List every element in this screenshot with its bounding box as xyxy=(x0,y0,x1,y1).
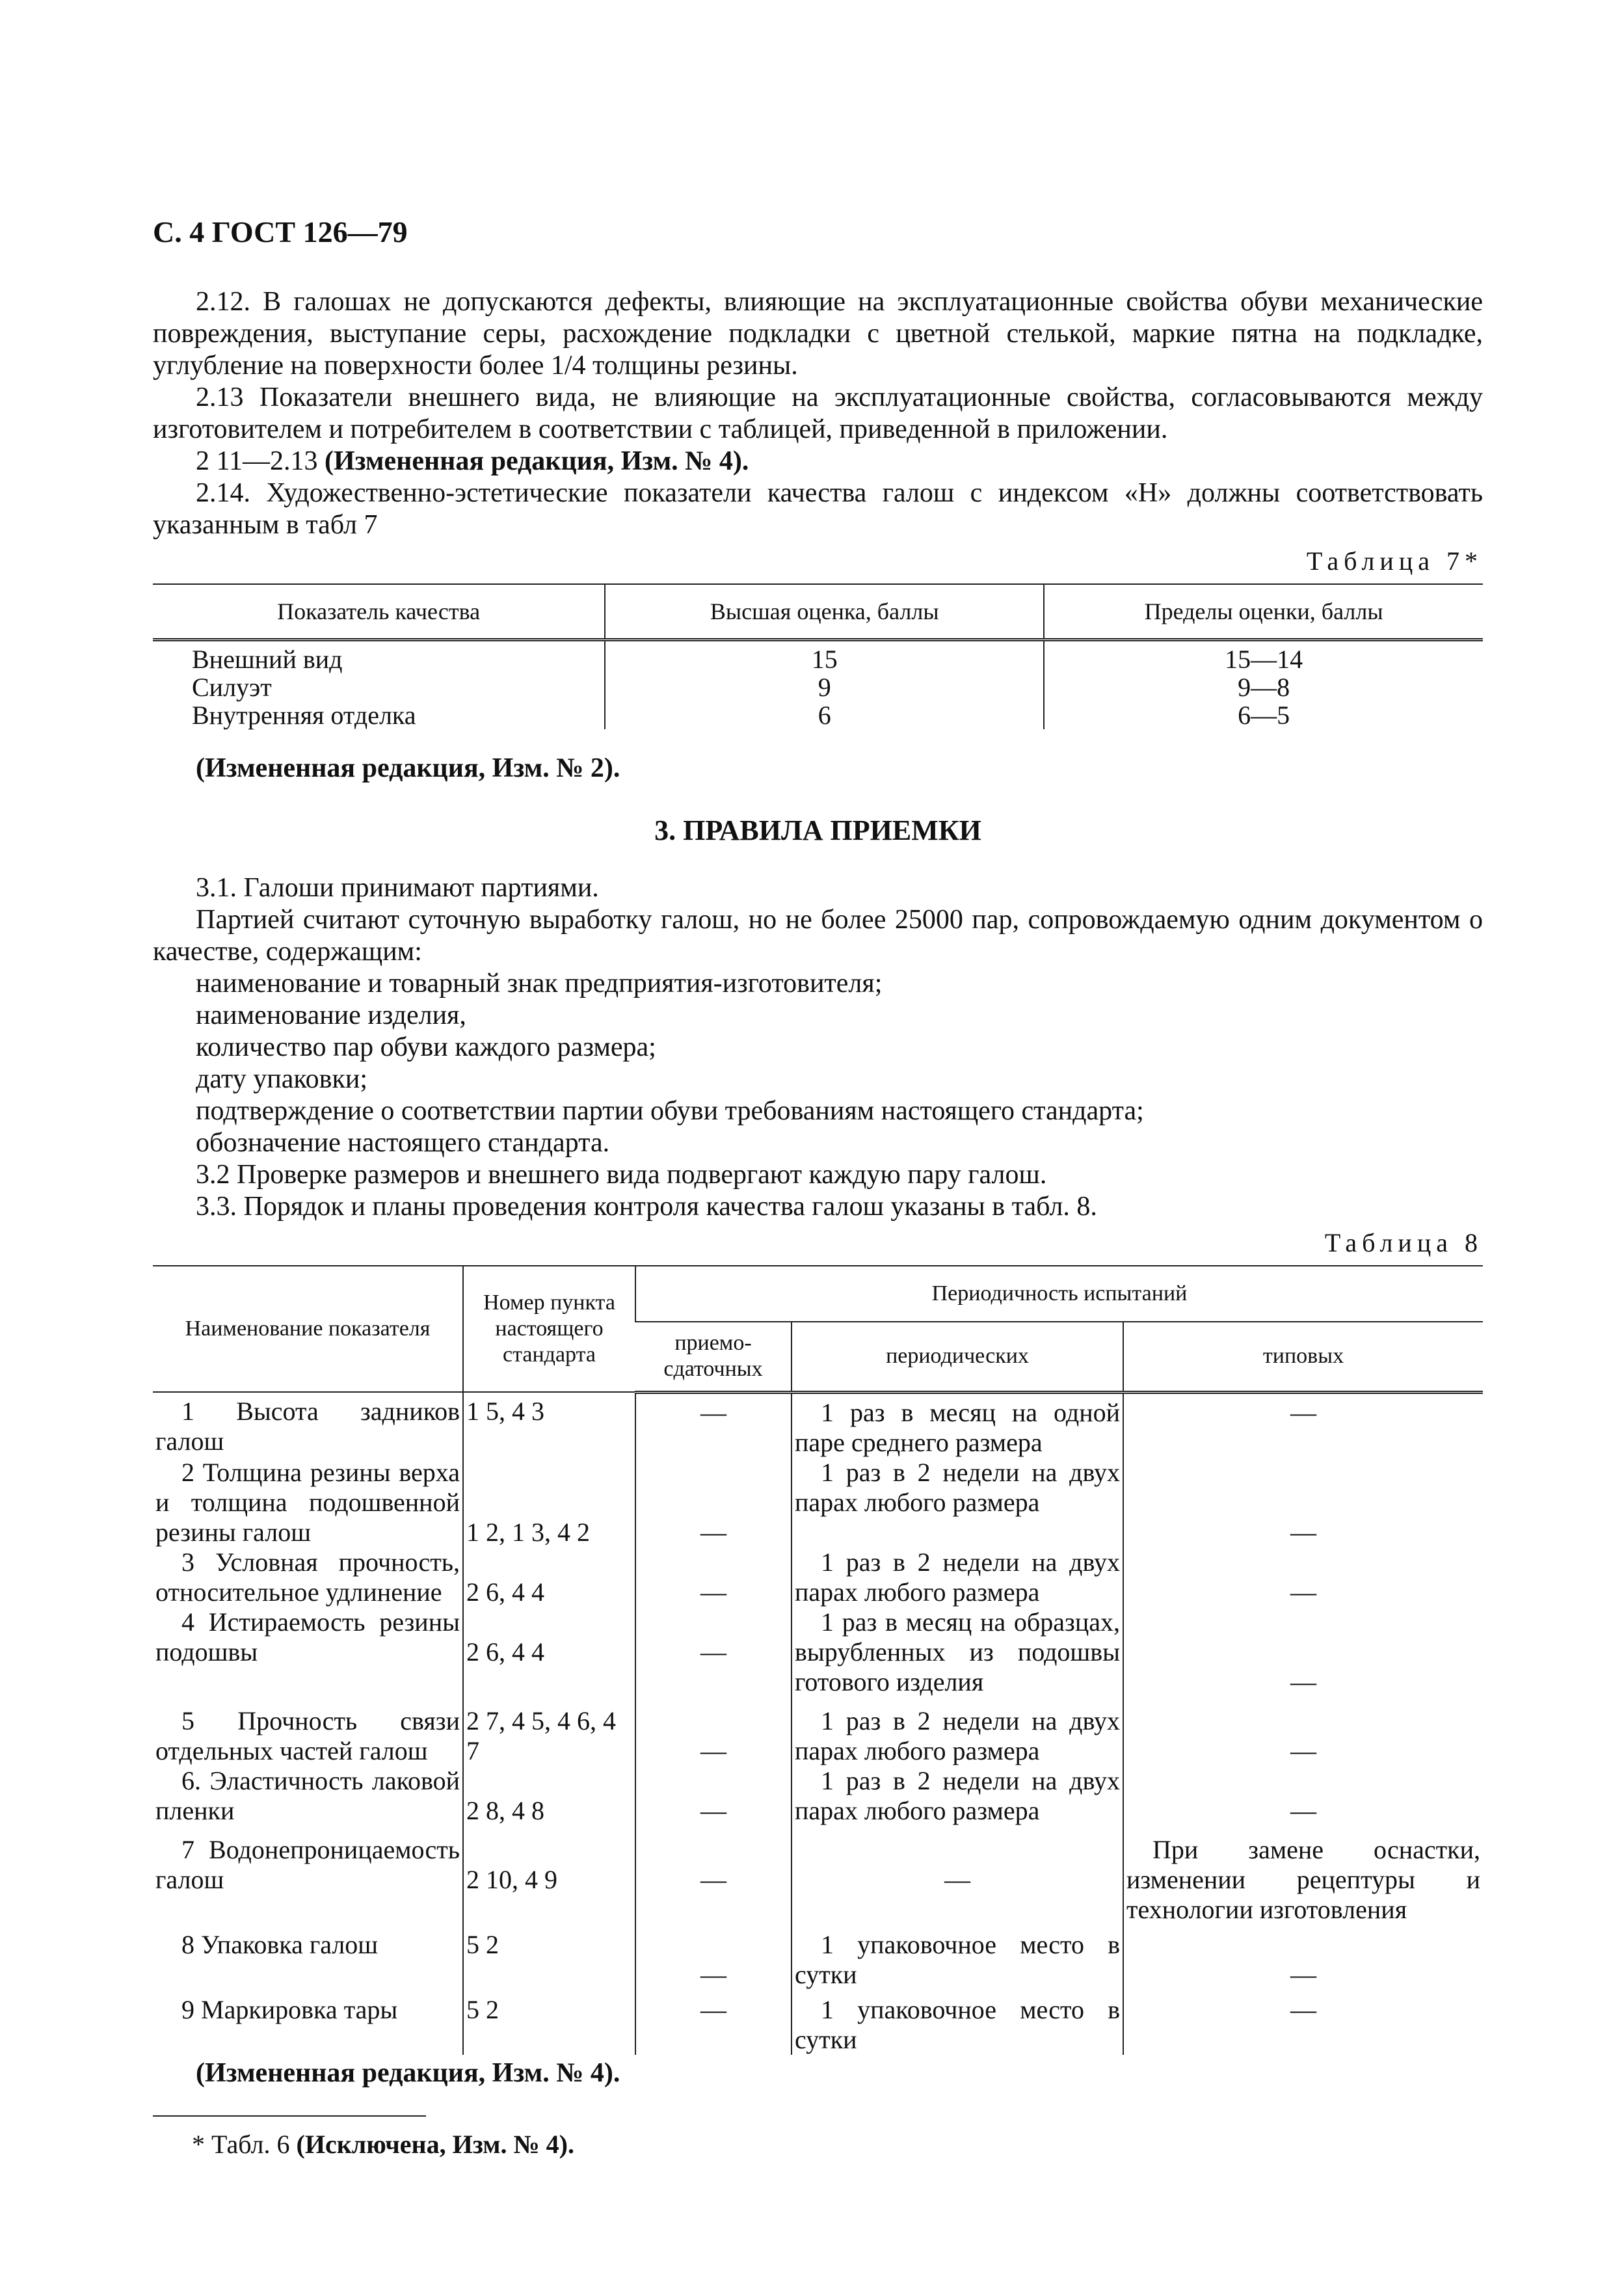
table-row xyxy=(153,1458,1483,1547)
table-row xyxy=(153,1392,1483,1458)
table-cell: 9—8 xyxy=(1044,673,1483,701)
table-row xyxy=(153,1547,1483,1607)
table-cell-acceptance: — xyxy=(635,1925,792,1990)
table8-caption: Таблица 8 xyxy=(1324,1228,1483,1257)
table-cell-name: 4 Истираемость резины подошвы xyxy=(155,1607,460,1667)
paragraph-2-12: 2.12. В галошах не допускаются дефекты, влияющие на эксплуатационные свойства обуви механические повреждения, выступание серы, расхождение подкладки с цветной стелькой, маркие пятна на подкладке, углубление на поверхности более 1/4 толщины резины. xyxy=(153,287,1483,381)
table-cell-periodic: 1 раз в месяц на одной паре среднего размера xyxy=(792,1392,1123,1458)
amendment-note-1 xyxy=(153,446,1483,477)
table-cell-clause: 2 10, 4 9 xyxy=(463,1826,635,1925)
table7-header-cell: Пределы оценки, баллы xyxy=(1044,584,1483,640)
table-row xyxy=(153,1697,1483,1766)
table-cell: 15—14 xyxy=(1044,640,1483,674)
table-cell: 9 xyxy=(605,673,1044,701)
table-cell: 6—5 xyxy=(1044,701,1483,729)
table8-header-acceptance: приемо-сдаточных xyxy=(635,1322,792,1392)
table-cell-acceptance: — xyxy=(635,1547,792,1607)
table-7 xyxy=(153,583,1483,729)
footnote-bold: (Исключена, Изм. № 4). xyxy=(296,2129,574,2159)
table-cell-clause: 2 8, 4 8 xyxy=(463,1766,635,1826)
table7-header-cell: Показатель качества xyxy=(153,584,605,640)
table-cell-type: — xyxy=(1123,1925,1483,1990)
table-row xyxy=(153,1826,1483,1925)
table-cell-acceptance: — xyxy=(635,1458,792,1547)
table8-header-periodic: периодических xyxy=(792,1322,1123,1392)
table-cell-periodic: 1 упаковочное место в сутки xyxy=(792,1990,1123,2055)
table-cell-clause: 2 7, 4 5, 4 6, 4 7 xyxy=(463,1697,635,1766)
table-cell-name: 7 Водонепроницаемость галош xyxy=(155,1834,460,1894)
document-body xyxy=(153,286,1483,2160)
paragraph-3-1: 3.1. Галоши принимают партиями. xyxy=(196,873,599,903)
page-header: С. 4 ГОСТ 126—79 xyxy=(153,215,408,248)
table-cell-periodic: 1 раз в месяц на образцах, вырубленных из подошвы готового изделия xyxy=(792,1607,1123,1697)
table-cell-clause: 5 2 xyxy=(463,1925,635,1990)
table-row xyxy=(153,640,1483,674)
table-cell-name: 8 Упаковка галош xyxy=(181,1929,379,1959)
table-cell-type: — xyxy=(1123,1607,1483,1697)
table-cell-periodic: 1 раз в 2 недели на двух парах любого размера xyxy=(792,1697,1123,1766)
table7-caption: Таблица 7* xyxy=(1306,546,1483,576)
table8-header-row xyxy=(153,1266,1483,1322)
table-cell-acceptance: — xyxy=(635,1990,792,2055)
table-row xyxy=(153,1766,1483,1826)
table-cell: 15 xyxy=(605,640,1044,674)
amendment-note-2: (Измененная редакция, Изм. № 2). xyxy=(196,753,620,783)
table7-header-row xyxy=(153,584,1483,640)
amendment-ref: 2 11—2.13 xyxy=(196,446,318,476)
table-cell-clause: 2 6, 4 4 xyxy=(463,1607,635,1697)
table-cell-name: 5 Прочность связи отдельных частей галош xyxy=(155,1706,460,1765)
paragraph-2-14: 2.14. Художественно-эстетические показатели качества галош с индексом «Н» должны соответствовать указанным в табл 7 xyxy=(153,478,1483,540)
table8-header-name: Наименование показателя xyxy=(153,1266,463,1392)
table8-header-type: типовых xyxy=(1123,1322,1483,1392)
paragraph-3-2: 3.2 Проверке размеров и внешнего вида подвергают каждую пару галош. xyxy=(196,1160,1047,1190)
table-row xyxy=(153,701,1483,729)
list-item: дату упаковки; xyxy=(196,1064,367,1094)
table-cell-clause: 1 2, 1 3, 4 2 xyxy=(463,1458,635,1547)
table-cell: 6 xyxy=(605,701,1044,729)
table-cell: Внешний вид xyxy=(192,645,343,674)
amendment-note-4: (Измененная редакция, Изм. № 4). xyxy=(196,2057,620,2088)
footnote-prefix: * Табл. 6 xyxy=(192,2129,290,2159)
table-cell-type: — xyxy=(1123,1547,1483,1607)
table-cell-periodic: — xyxy=(792,1826,1123,1925)
paragraph-3-1b: Партией считают суточную выработку галош, но не более 25000 пар, сопровождаемую одним документом о качестве, содержащим: xyxy=(153,905,1483,967)
table-cell-type: — xyxy=(1123,1697,1483,1766)
table-cell: Силуэт xyxy=(192,673,272,702)
table-row xyxy=(153,1990,1483,2055)
table-cell-periodic: 1 раз в 2 недели на двух парах любого размера xyxy=(792,1547,1123,1607)
table8-header-clause: Номер пункта настоящего стандарта xyxy=(463,1266,635,1392)
paragraph-3-3: 3.3. Порядок и планы проведения контроля качества галош указаны в табл. 8. xyxy=(196,1192,1097,1222)
table-cell-type: — xyxy=(1123,1990,1483,2055)
table-cell-name: 2 Толщина резины верха и толщина подошвенной резины галош xyxy=(155,1457,460,1547)
table-cell-acceptance: — xyxy=(635,1697,792,1766)
table7-header-cell: Высшая оценка, баллы xyxy=(605,584,1044,640)
table-cell: Внутренняя отделка xyxy=(192,701,416,730)
paragraph-2-13: 2.13 Показатели внешнего вида, не влияющие на эксплуатационные свойства, согласовываются между изготовителем и потребителем в соответствии с таблицей, приведенной в приложении. xyxy=(153,382,1483,444)
list-item: наименование и товарный знак предприятия-изготовителя; xyxy=(196,969,883,998)
table8-header-period: Периодичность испытаний xyxy=(635,1266,1483,1322)
table-cell-acceptance: — xyxy=(635,1607,792,1697)
table-cell-clause: 2 6, 4 4 xyxy=(463,1547,635,1607)
section-title: 3. ПРАВИЛА ПРИЕМКИ xyxy=(654,814,981,846)
table-cell-name: 9 Маркировка тары xyxy=(181,1994,398,2024)
table-cell-type: — xyxy=(1123,1392,1483,1458)
footnote xyxy=(192,2128,1483,2160)
list-item: наименование изделия, xyxy=(196,1000,466,1030)
table-cell-periodic: 1 раз в 2 недели на двух парах любого размера xyxy=(792,1458,1123,1547)
table-cell-acceptance: — xyxy=(635,1392,792,1458)
table-8 xyxy=(153,1265,1483,2055)
table-cell-type: — xyxy=(1123,1458,1483,1547)
footnote-divider xyxy=(153,2115,426,2117)
table-cell-acceptance: — xyxy=(635,1826,792,1925)
table-cell-name: 3 Условная прочность, относительное удлинение xyxy=(155,1547,460,1607)
table-cell-clause: 1 5, 4 3 xyxy=(463,1392,635,1458)
table-cell-acceptance: — xyxy=(635,1766,792,1826)
document-contents-list xyxy=(153,968,1483,1159)
list-item: количество пар обуви каждого размера; xyxy=(196,1032,656,1062)
table-cell-clause: 5 2 xyxy=(463,1990,635,2055)
table-row xyxy=(153,1607,1483,1697)
table-cell-type: При замене оснастки, изменении рецептуры и технологии изготовления xyxy=(1123,1826,1483,1925)
table-cell-name: 1 Высота задников галош xyxy=(155,1397,460,1456)
list-item: подтверждение о соответствии партии обуви требованиям настоящего стандарта; xyxy=(196,1096,1144,1126)
table-cell-periodic: 1 раз в 2 недели на двух парах любого размера xyxy=(792,1766,1123,1826)
table-row xyxy=(153,673,1483,701)
table-cell-name: 6. Эластичность лаковой пленки xyxy=(155,1765,460,1825)
table-row xyxy=(153,1925,1483,1990)
amendment-text: (Измененная редакция, Изм. № 4). xyxy=(324,446,749,476)
table-cell-periodic: 1 упаковочное место в сутки xyxy=(792,1925,1123,1990)
table-cell-type: — xyxy=(1123,1766,1483,1826)
list-item: обозначение настоящего стандарта. xyxy=(196,1128,610,1158)
